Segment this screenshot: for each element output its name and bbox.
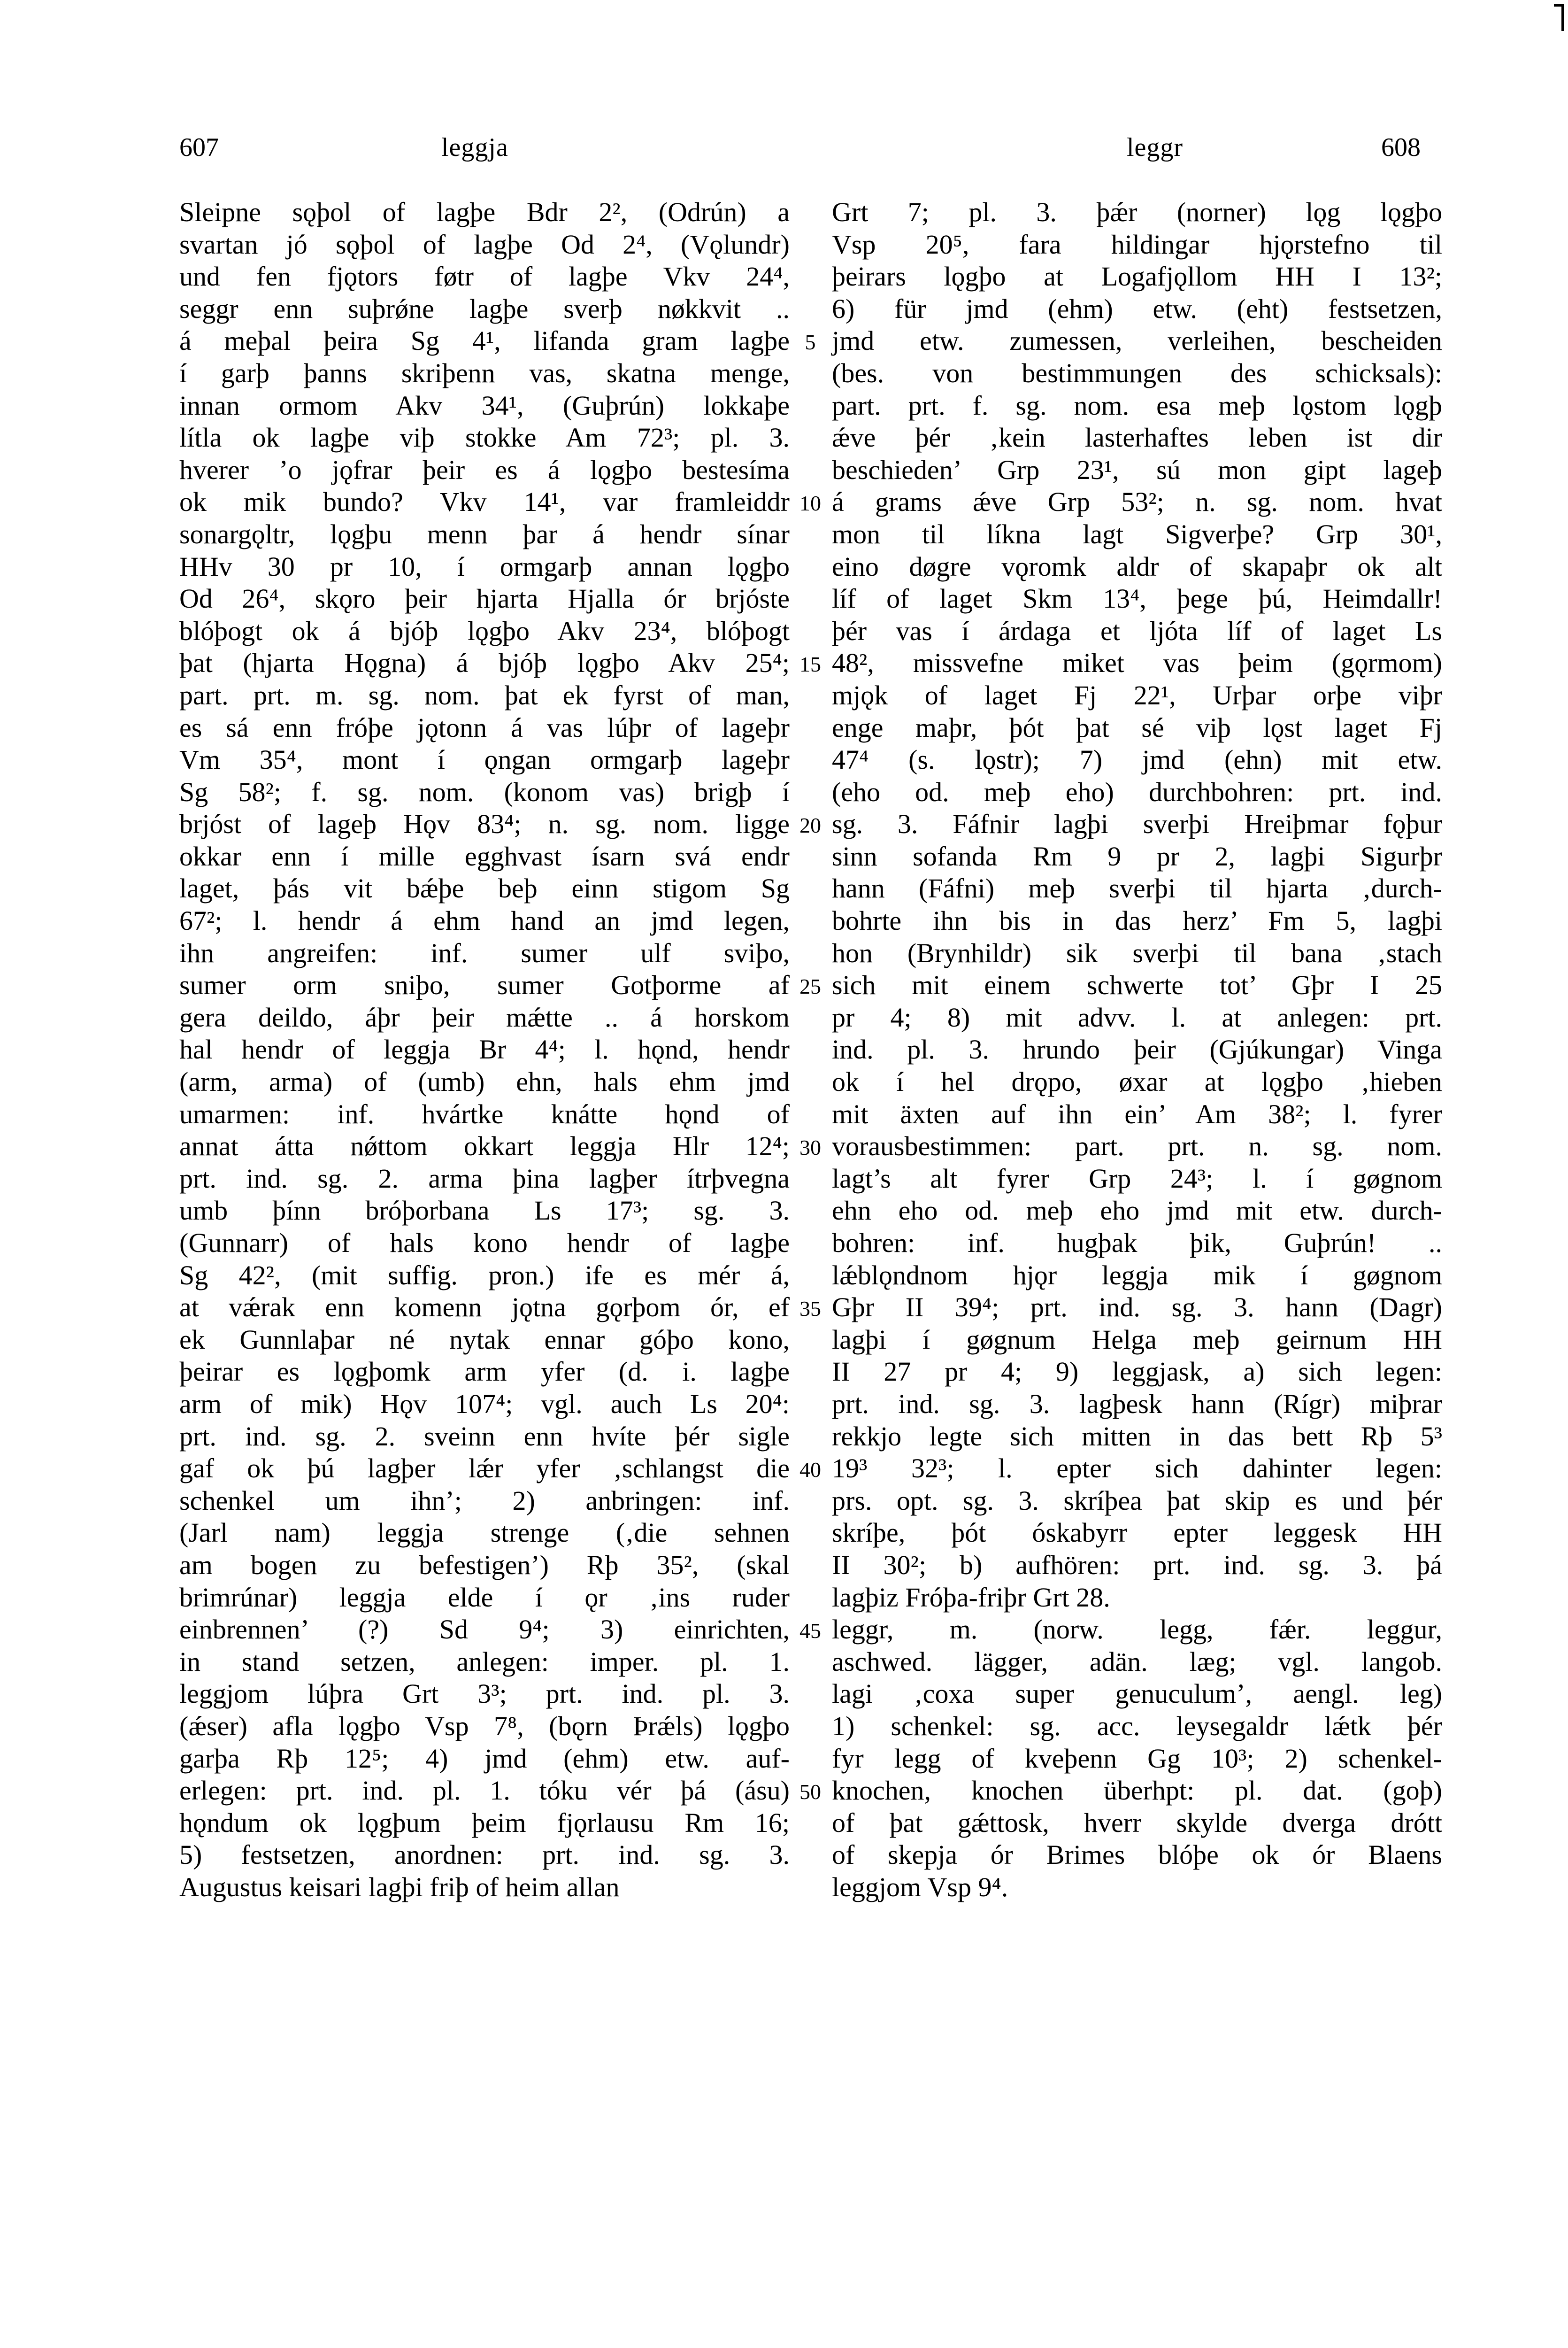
right-column-line: ǽve þér ‚kein lasterhaftes leben ist dir: [832, 422, 1442, 453]
right-column-line: lagt’s alt fyrer Grp 24³; l. í gøgnom: [832, 1163, 1442, 1194]
left-column-line: Sg 58²; f. sg. nom. (konom vas) brigþ í: [179, 776, 790, 807]
right-column-line: skríþe, þót óskabyrr epter leggesk HH: [832, 1517, 1442, 1548]
right-column-line: knochen, knochen überhpt: pl. dat. (goþ): [832, 1775, 1442, 1806]
left-column-line: í garþ þanns skriþenn vas, skatna menge,: [179, 357, 790, 388]
left-column-line: þat (hjarta Hǫgna) á bjóþ lǫgþo Akv 25⁴;: [179, 648, 790, 679]
left-column-line: prt. ind. sg. 2. arma þina lagþer ítrþvegna: [179, 1163, 790, 1194]
right-column-line: á grams ǽve Grp 53²; n. sg. nom. hvat: [832, 487, 1442, 517]
left-column-line: sumer orm sniþo, sumer Gotþorme af: [179, 970, 790, 1001]
left-column-line: á meþal þeira Sg 4¹, lifanda gram lagþe: [179, 325, 790, 356]
left-column-line: Sg 42², (mit suffig. pron.) ife es mér á,: [179, 1259, 790, 1290]
right-column-line: leggr, m. (norw. legg, fǽr. leggur,: [832, 1614, 1442, 1645]
left-column-line: ek Gunnlaþar né nytak ennar góþo kono,: [179, 1324, 790, 1355]
right-column-line: lagþi í gøgnum Helga meþ geirnum HH: [832, 1324, 1442, 1355]
corner-crop-mark: [1554, 4, 1564, 31]
right-column-line: 48², missvefne miket vas þeim (gǫrmom): [832, 648, 1442, 679]
left-column-line: blóþogt ok á bjóþ lǫgþo Akv 23⁴, blóþogt: [179, 615, 790, 646]
left-column-line: lítla ok lagþe viþ stokke Am 72³; pl. 3.: [179, 422, 790, 453]
left-column-line: laget, þás vit bǽþe beþ einn stigom Sg: [179, 873, 790, 904]
left-column-line: in stand setzen, anlegen: imper. pl. 1.: [179, 1646, 790, 1677]
right-column-line: eino døgre vǫromk aldr of skapaþr ok alt: [832, 551, 1442, 582]
left-column-line: am bogen zu befestigen’) Rþ 35², (skal: [179, 1549, 790, 1580]
left-column-line: at vǽrak enn komenn jǫtna gǫrþom ór, ef: [179, 1292, 790, 1323]
left-column-line: es sá enn fróþe jǫtonn á vas lúþr of lageþr: [179, 712, 790, 743]
left-column-line: annat átta nǿttom okkart leggja Hlr 12⁴;: [179, 1131, 790, 1162]
left-column-line: svartan jó sǫþol of lagþe Od 2⁴, (Vǫlundr): [179, 229, 790, 260]
right-column-line: 1) schenkel: sg. acc. leysegaldr lǽtk þér: [832, 1710, 1442, 1741]
left-column-line: (ǽser) afla lǫgþo Vsp 7⁸, (bǫrn Þrǽls) lǫgþo: [179, 1710, 790, 1741]
line-number: 25: [799, 974, 821, 999]
right-column-line: 19³ 32³; l. epter sich dahinter legen:: [832, 1453, 1442, 1484]
right-column-line: aschwed. lägger, adän. læg; vgl. langob.: [832, 1646, 1442, 1677]
right-column-line: of þat gǽttosk, hverr skylde dverga drótt: [832, 1807, 1442, 1838]
left-column-line: erlegen: prt. ind. pl. 1. tóku vér þá (ásu): [179, 1775, 790, 1806]
left-column-line: Od 26⁴, skǫro þeir hjarta Hjalla ór brjóste: [179, 583, 790, 614]
line-number: 5: [805, 330, 816, 355]
left-column-line: 67²; l. hendr á ehm hand an jmd legen,: [179, 905, 790, 936]
left-column-line: garþa Rþ 12⁵; 4) jmd (ehm) etw. auf-: [179, 1743, 790, 1774]
left-column-line: gaf ok þú lagþer lǽr yfer ‚schlangst die: [179, 1453, 790, 1484]
right-column-line: part. prt. f. sg. nom. esa meþ lǫstom lǫgþ: [832, 390, 1442, 421]
right-column-line: ehn eho od. meþ eho jmd mit etw. durch-: [832, 1195, 1442, 1226]
left-column-line: hal hendr of leggja Br 4⁴; l. hǫnd, hendr: [179, 1034, 790, 1065]
left-column-line: (Gunnarr) of hals kono hendr of lagþe: [179, 1228, 790, 1258]
right-column-line: 47⁴ (s. lǫstr); 7) jmd (ehn) mit etw.: [832, 744, 1442, 775]
right-column-line: II 27 pr 4; 9) leggjask, a) sich legen:: [832, 1356, 1442, 1387]
right-text-column: [832, 196, 1442, 1903]
right-column-line: þér vas í árdaga et ljóta líf of laget Ls: [832, 615, 1442, 646]
left-column-line: leggjom lúþra Grt 3³; prt. ind. pl. 3.: [179, 1678, 790, 1709]
right-column-line: fyr legg of kveþenn Gg 10³; 2) schenkel-: [832, 1743, 1442, 1774]
right-column-line: líf of laget Skm 13⁴, þege þú, Heimdallr!: [832, 583, 1442, 614]
line-number: 30: [799, 1135, 821, 1160]
right-column-line: rekkjo legte sich mitten in das bett Rþ 5³: [832, 1421, 1442, 1452]
right-column-line: bohren: inf. hugþak þik, Guþrún! ..: [832, 1228, 1442, 1258]
line-number: 50: [799, 1780, 821, 1804]
left-column-line: arm of mik) Hǫv 107⁴; vgl. auch Ls 20⁴:: [179, 1388, 790, 1419]
left-column-line: part. prt. m. sg. nom. þat ek fyrst of man,: [179, 680, 790, 711]
line-number: 10: [799, 491, 821, 516]
right-column-line: jmd etw. zumessen, verleihen, bescheiden: [832, 325, 1442, 356]
left-column-line: prt. ind. sg. 2. sveinn enn hvíte þér sigle: [179, 1421, 790, 1452]
right-column-line: þeirars lǫgþo at Logafjǫllom HH I 13²;: [832, 261, 1442, 292]
right-column-line: mit äxten auf ihn ein’ Am 38²; l. fyrer: [832, 1098, 1442, 1129]
right-column-line: prt. ind. sg. 3. lagþesk hann (Rígr) miþrar: [832, 1388, 1442, 1419]
left-column-line: okkar enn í mille egghvast ísarn svá endr: [179, 841, 790, 872]
left-column-line: (arm, arma) of (umb) ehn, hals ehm jmd: [179, 1066, 790, 1097]
left-column-line: innan ormom Akv 34¹, (Guþrún) lokkaþe: [179, 390, 790, 421]
right-column-line: (bes. von bestimmungen des schicksals):: [832, 357, 1442, 388]
right-column-line: Grt 7; pl. 3. þǽr (norner) lǫg lǫgþo: [832, 197, 1442, 227]
right-column-line: pr 4; 8) mit advv. l. at anlegen: prt.: [832, 1002, 1442, 1033]
right-column-line: 6) für jmd (ehm) etw. (eht) festsetzen,: [832, 293, 1442, 324]
right-column-line: (eho od. meþ eho) durchbohren: prt. ind.: [832, 776, 1442, 807]
left-column-line: Vm 35⁴, mont í ǫngan ormgarþ lageþr: [179, 744, 790, 775]
right-column-line: hann (Fáfni) meþ sverþi til hjarta ‚durch-: [832, 873, 1442, 904]
left-column-line: Sleipne sǫþol of lagþe Bdr 2², (Odrún) a: [179, 197, 790, 227]
right-column-line: hon (Brynhildr) sik sverþi til bana ‚stach: [832, 937, 1442, 968]
right-column-line: vorausbestimmen: part. prt. n. sg. nom.: [832, 1131, 1442, 1162]
left-text-column: [179, 196, 790, 1903]
right-column-line: lǽblǫndnom hjǫr leggja mik í gøgnom: [832, 1259, 1442, 1290]
line-number: 45: [799, 1619, 821, 1643]
right-column-line: Gþr II 39⁴; prt. ind. sg. 3. hann (Dagr): [832, 1292, 1442, 1323]
line-number: 35: [799, 1297, 821, 1321]
right-column-line: beschieden’ Grp 23¹, sú mon gipt lageþ: [832, 454, 1442, 485]
left-column-line: sonargǫltr, lǫgþu menn þar á hendr sínar: [179, 518, 790, 549]
left-column-line: einbrennen’ (?) Sd 9⁴; 3) einrichten,: [179, 1614, 790, 1645]
right-column-line: sinn sofanda Rm 9 pr 2, lagþi Sigurþr: [832, 841, 1442, 872]
left-column-line: hverer ’o jǫfrar þeir es á lǫgþo bestesíma: [179, 454, 790, 485]
left-column-line: brimrúnar) leggja elde í ǫr ‚ins ruder: [179, 1582, 790, 1613]
left-column-line: und fen fjǫtors føtr of lagþe Vkv 24⁴,: [179, 261, 790, 292]
left-column-line: schenkel um ihn’; 2) anbringen: inf.: [179, 1485, 790, 1516]
right-column-line: ok í hel drǫpo, øxar at lǫgþo ‚hieben: [832, 1066, 1442, 1097]
right-column-line: bohrte ihn bis in das herz’ Fm 5, lagþi: [832, 905, 1442, 936]
left-column-line: hǫndum ok lǫgþum þeim fjǫrlausu Rm 16;: [179, 1807, 790, 1838]
right-column-line: lagþiz Fróþa-friþr Grt 28.: [832, 1582, 1110, 1613]
left-column-line: brjóst of lageþ Hǫv 83⁴; n. sg. nom. ligge: [179, 809, 790, 840]
left-column-line: Augustus keisari lagþi friþ of heim allan: [179, 1871, 620, 1902]
right-column-line: lagi ‚coxa super genuculum’, aengl. leg): [832, 1678, 1442, 1709]
right-page-number: 608: [1381, 133, 1421, 162]
left-column-line: ihn angreifen: inf. sumer ulf sviþo,: [179, 937, 790, 968]
left-column-line: ok mik bundo? Vkv 14¹, var framleiddr: [179, 487, 790, 517]
right-column-line: Vsp 20⁵, fara hildingar hjǫrstefno til: [832, 229, 1442, 260]
right-column-line: mjǫk of laget Fj 22¹, Urþar orþe viþr: [832, 680, 1442, 711]
left-column-line: umarmen: inf. hvártke knátte hǫnd of: [179, 1098, 790, 1129]
right-running-headword: leggr: [1127, 133, 1184, 162]
left-column-line: gera deildo, áþr þeir mǽtte .. á horskom: [179, 1002, 790, 1033]
line-number: 20: [799, 813, 821, 838]
line-number: 40: [799, 1458, 821, 1482]
left-column-line: umb þínn bróþorbana Ls 17³; sg. 3.: [179, 1195, 790, 1226]
left-column-line: 5) festsetzen, anordnen: prt. ind. sg. 3.: [179, 1839, 790, 1870]
right-column-line: mon til líkna lagt Sigverþe? Grp 30¹,: [832, 518, 1442, 549]
line-number: 15: [799, 652, 821, 677]
right-column-line: prs. opt. sg. 3. skríþea þat skip es und þér: [832, 1485, 1442, 1516]
left-column-line: seggr enn suþrǿne lagþe sverþ nøkkvit ..: [179, 293, 790, 324]
left-column-line: þeirar es lǫgþomk arm yfer (d. i. lagþe: [179, 1356, 790, 1387]
right-column-line: II 30²; b) aufhören: prt. ind. sg. 3. þá: [832, 1549, 1442, 1580]
right-column-line: leggjom Vsp 9⁴.: [832, 1871, 1008, 1902]
right-column-line: ind. pl. 3. hrundo þeir (Gjúkungar) Vinga: [832, 1034, 1442, 1065]
left-running-headword: leggja: [441, 133, 508, 162]
right-column-line: sg. 3. Fáfnir lagþi sverþi Hreiþmar fǫþur: [832, 809, 1442, 840]
right-column-line: enge maþr, þót þat sé viþ lǫst laget Fj: [832, 712, 1442, 743]
right-column-line: sich mit einem schwerte tot’ Gþr I 25: [832, 970, 1442, 1001]
left-column-line: HHv 30 pr 10, í ormgarþ annan lǫgþo: [179, 551, 790, 582]
left-page-number: 607: [179, 133, 219, 162]
right-column-line: of skepja ór Brimes blóþe ok ór Blaens: [832, 1839, 1442, 1870]
left-column-line: (Jarl nam) leggja strenge (‚die sehnen: [179, 1517, 790, 1548]
